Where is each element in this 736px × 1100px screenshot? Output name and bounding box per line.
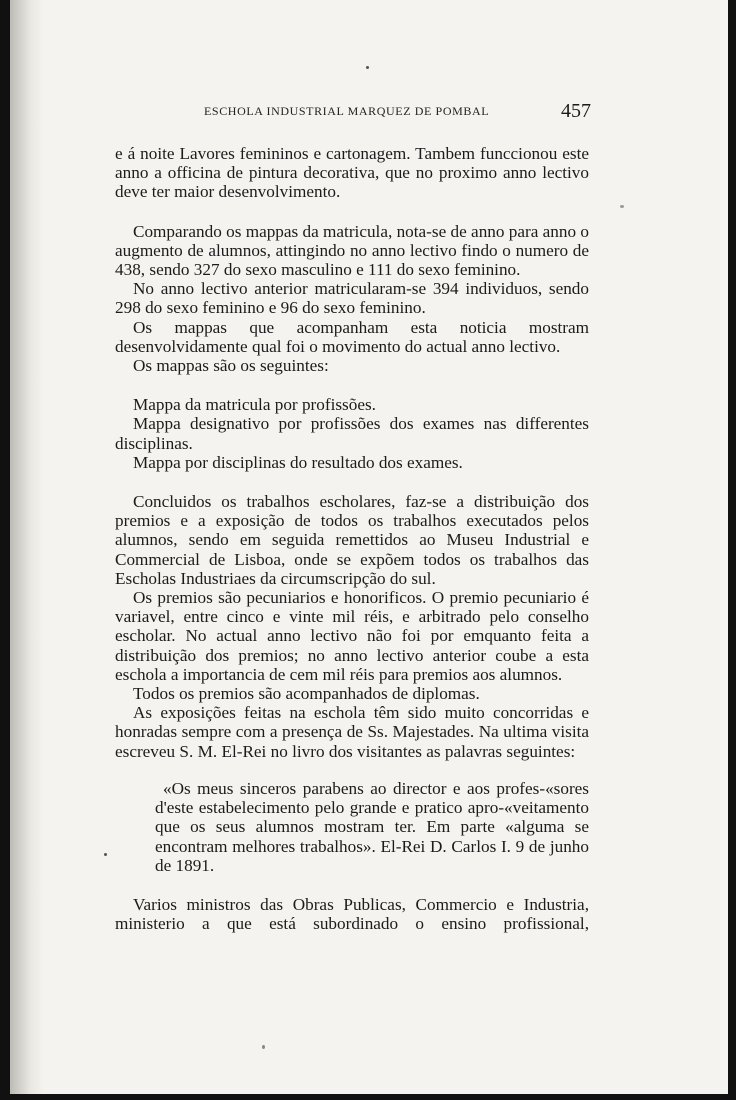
paragraph: e á noite Lavores femininos e cartonagem. Tambem funccionou este anno a officina de pintura decorativa, que no proximo anno lectivo deve ter maior desenvolvimento. <box>115 144 589 202</box>
paragraph: Os mappas que acompanham esta noticia mostram desenvolvidamente qual foi o movimento do actual anno lectivo. <box>115 317 589 356</box>
paragraph: Varios ministros das Obras Publicas, Commercio e Industria, ministerio a que está subordinado o ensino profissional, <box>115 894 589 934</box>
page-number: 457 <box>561 100 591 122</box>
paragraph: Os mappas são os seguintes: <box>133 356 329 376</box>
page-left-edge <box>0 0 10 1100</box>
body-text <box>115 144 589 933</box>
scan-speck <box>366 66 369 69</box>
scan-speck <box>262 1045 265 1049</box>
royal-quote: «Os meus sinceros parabens ao director e aos profes-«sores d'este estabelecimento pelo grande e pratico apro-«veitamento que os seus alumnos mostram ter. Em parte «alguma se encontram melhores trabalhos». El-Rei D. Carlos I. 9 de junho de 1891. <box>155 778 589 875</box>
running-header: ESCHOLA INDUSTRIAL MARQUEZ DE POMBAL <box>204 104 490 118</box>
paragraph: Comparando os mappas da matricula, nota-se de anno para anno o augmento de alumnos, attingindo no anno lectivo findo o numero de 438, sendo 327 do sexo masculino e 111 do sexo feminino. <box>115 221 589 280</box>
list-item: Mappa designativo por profissões dos exames nas differentes disciplinas. <box>115 414 589 453</box>
paragraph: Os premios são pecuniarios e honorificos. O premio pecuniario é variavel, entre cinco e vinte mil réis, e arbitrado pelo conselho escholar. No actual anno lectivo não foi por emquanto feita a distribuição dos premios; no anno lectivo anterior coube a esta eschola a importancia de cem mil réis para premios aos alumnos. <box>115 588 589 684</box>
paragraph: No anno lectivo anterior matricularam-se 394 individuos, sendo 298 do sexo feminino e 96 do sexo feminino. <box>115 279 589 318</box>
scan-speck <box>104 853 107 856</box>
paragraph: Concluidos os trabalhos escholares, faz-se a distribuição dos premios e a exposição de todos os trabalhos executados pelos alumnos, sendo em seguida remettidos ao Museu Industrial e Commercial de Lisboa, onde se expõem todos os trabalhos das Escholas Industriaes da circumscripção do sul. <box>115 492 589 588</box>
list-item: Mappa da matricula por profissões. <box>133 395 376 415</box>
paragraph: As exposições feitas na eschola têm sido muito concorridas e honradas sempre com a presença de Ss. Majestades. Na ultima visita escreveu S. M. El-Rei no livro dos visitantes as palavras seguintes: <box>115 703 589 761</box>
page-right-edge <box>728 0 736 1100</box>
paragraph: Todos os premios são acompanhados de diplomas. <box>133 684 480 704</box>
scan-speck <box>620 205 624 208</box>
binding-shadow <box>10 0 44 1100</box>
page-bottom-edge <box>0 1094 736 1100</box>
list-item: Mappa por disciplinas do resultado dos exames. <box>133 452 463 472</box>
